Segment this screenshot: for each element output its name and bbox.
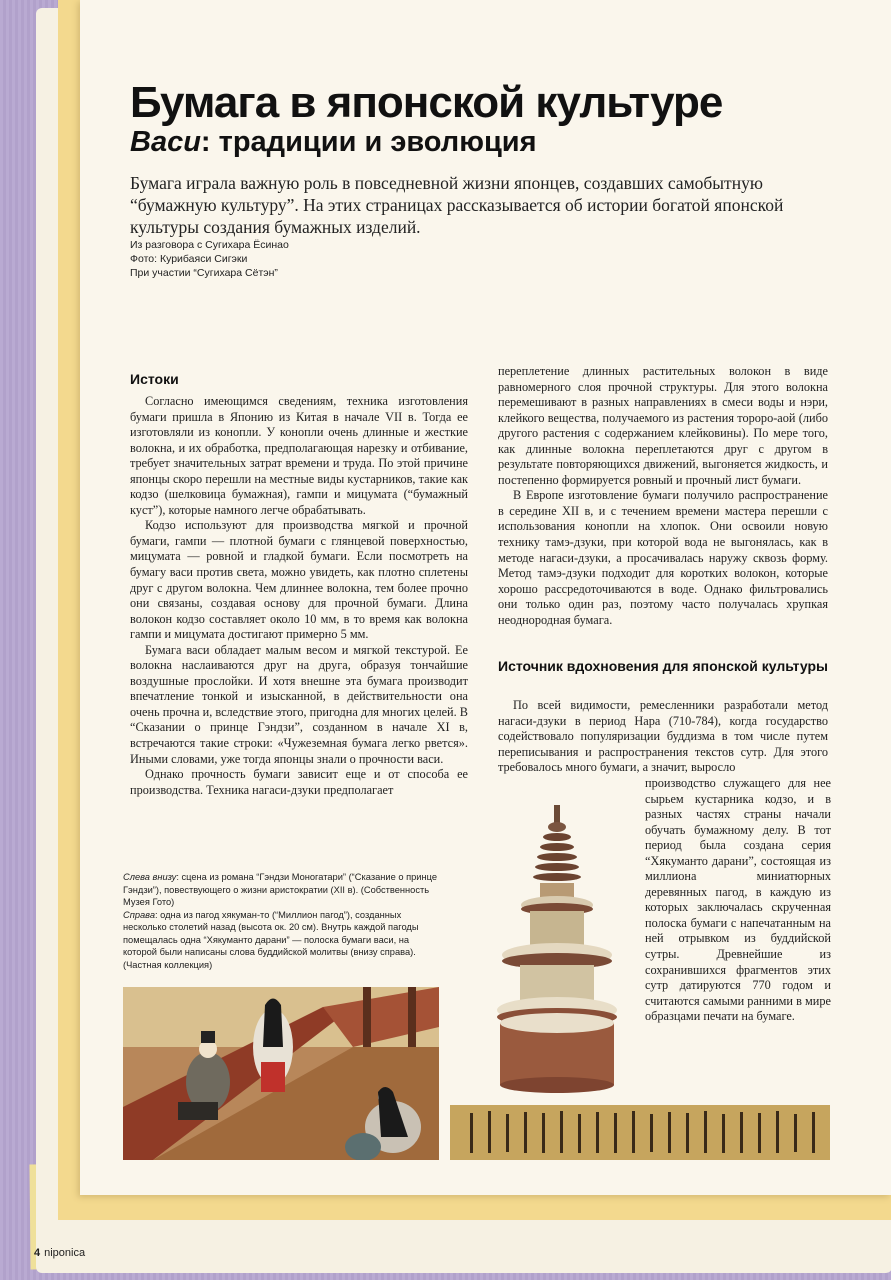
column-left xyxy=(130,394,468,798)
section-heading-origins: Истоки xyxy=(130,371,179,387)
column-right-narrow xyxy=(645,776,831,1025)
page-title: Бумага в японской культуре xyxy=(130,78,723,127)
credit-line: Из разговора с Сугихара Ёсинао xyxy=(130,239,289,251)
paragraph: Согласно имеющимся сведениям, техника изготовления бумаги пришла в Японию из Китая в начале VII в. Тогда ее изготовляли из конопли. У конопли очень длинные и жесткие волокна, и их обработка, предполагающая нарезку и отбивание, требует значительных затрат времени и труда. По этой причине японцы скоро перешли на местные виды кустарников, такие как кодзо (шелковица бумажная), гампи и мицумата (“бумажный куст”), которые намного легче обрабатывать. xyxy=(130,394,468,517)
pagoda-image xyxy=(492,805,622,1095)
column-right-mid xyxy=(498,698,828,776)
magazine-name: niponica xyxy=(44,1247,86,1259)
paragraph: В Европе изготовление бумаги получило распространение в середине XII в, и с течением времени мастера перешли с использования конопли на хлопок. Они освоили новую технику тамэ-дзуки, при которой вода не выгонялась, как в методе нагаси-дзуки, а просачивалась наружу сквозь форму. Метод тамэ-дзуки подходит для коротких волокон, которые хорошо рассредоточиваются в воде. Однако фильтровались они только один раз, поэтому часто получалась хрупкая неоднородная бумага. xyxy=(498,488,828,627)
caption-text-left: : сцена из романа “Гэндзи Моногатари” (“Сказание о принце Гэндзи”), повествующего о жизни аристократии (XII в). (Собственность Музея Гото) xyxy=(123,872,438,907)
credits xyxy=(130,238,289,280)
credit-line: Фото: Курибаяси Сигэки xyxy=(130,253,248,265)
column-right-top xyxy=(498,364,828,628)
subtitle-rest: : традиции и эволюция xyxy=(200,126,537,158)
paragraph: переплетение длинных растительных волокон в виде равномерного слоя прочной структуры. Для этого волокна перемешивают в разных направлениях в смеси воды и нэри, клейкого вещества, получаемого из растения тороро-аой (либо другого растения с содержанием клейковины). По мере того, как длинные волокна переплетаются друг с другом в результате повторяющихся движений, выгоняется жидкость, и постепенно формируется ровный и прочный лист бумаги. xyxy=(498,364,828,487)
lead-paragraph: Бумага играла важную роль в повседневной жизни японцев, создавших самобытную “бумажную культуру”. На этих страницах рассказывается об истории богатой японской культуры создания бумажных изделий. xyxy=(130,173,784,237)
genji-painting-image xyxy=(123,987,439,1160)
page-number: 4 xyxy=(34,1247,41,1259)
paragraph: По всей видимости, ремесленники разработали метод нагаси-дзуки в период Нара (710-784), когда государство содействовало популяризации буддизма в том числе путем переписывания и распространения текстов сутр. Для этого требовалось много бумаги, а значит, выросло xyxy=(498,698,828,775)
section-heading-inspiration: Источник вдохновения для японской культуры xyxy=(498,658,828,674)
page-subtitle xyxy=(130,126,537,159)
paragraph: Однако прочность бумаги зависит еще и от способа ее производства. Техника нагаси-дзуки предполагает xyxy=(130,767,468,797)
credit-line: При участии “Сугихара Сётэн” xyxy=(130,267,278,279)
page-footer xyxy=(34,1247,85,1259)
caption-label-left: Слева внизу xyxy=(123,872,177,882)
paragraph: производство служащего для нее сырьем кустарника кодзо, и в разных частях страны начали обучать бумажному делу. В тот период была создана серия “Хякуманто дарани”, состоящая из миллиона миниатюрных деревянных пагод, в каждую из которых заключалась скрученная полоска бумаги с напечатанным на ней отрывком из буддийской сутры. Древнейшие из сохранившихся фрагментов этих сутр датируются 770 годом и считаются самыми ранними в мире образцами печати на бумаге. xyxy=(645,776,831,1024)
subtitle-emphasis: Васи xyxy=(130,126,201,158)
caption-label-right: Справа xyxy=(123,909,155,920)
dharani-scroll-image xyxy=(450,1105,830,1160)
caption-text-right: : одна из пагод хякуман-то (“Миллион пагод”), созданных несколько столетий назад (высота ок. 20 см). Внутрь каждой пагоды помещалась одна “Хякуманто дарани” — полоска бумаги васи, на которой были написаны слова буддийской молитвы (внизу справа). (Частная коллекция) xyxy=(123,909,419,970)
paragraph: Кодзо используют для производства мягкой и прочной бумаги, гампи — плотной бумаги с глянцевой поверхностью, мицумата — ровной и гладкой бумаги. Если посмотреть на бумагу васи против света, можно увидеть, как плотно сплетены друг с другом волокна. Чем длиннее волокна, тем более прочно они связаны, создавая основу для прочной бумаги. Длина волокон кодзо составляет около 10 мм, в то время как волокна гампи и мицумата достигают примерно 5 мм. xyxy=(130,518,468,642)
paragraph: Бумага васи обладает малым весом и мягкой текстурой. Ее волокна наслаиваются друг на друга, образуя тончайшие воздушные прослойки. И хотя внешне эта бумага производит впечатление тонкой и изысканной, в действительности она очень прочна и, вследствие этого, пригодна для многих целей. В “Сказании о принце Гэндзи”, созданном в начале XI в, встречаются такие строки: «Чужеземная бумага легко рвется». Иными словами, уже тогда японцы знали о прочности васи. xyxy=(130,642,468,766)
figure-caption xyxy=(123,871,443,971)
